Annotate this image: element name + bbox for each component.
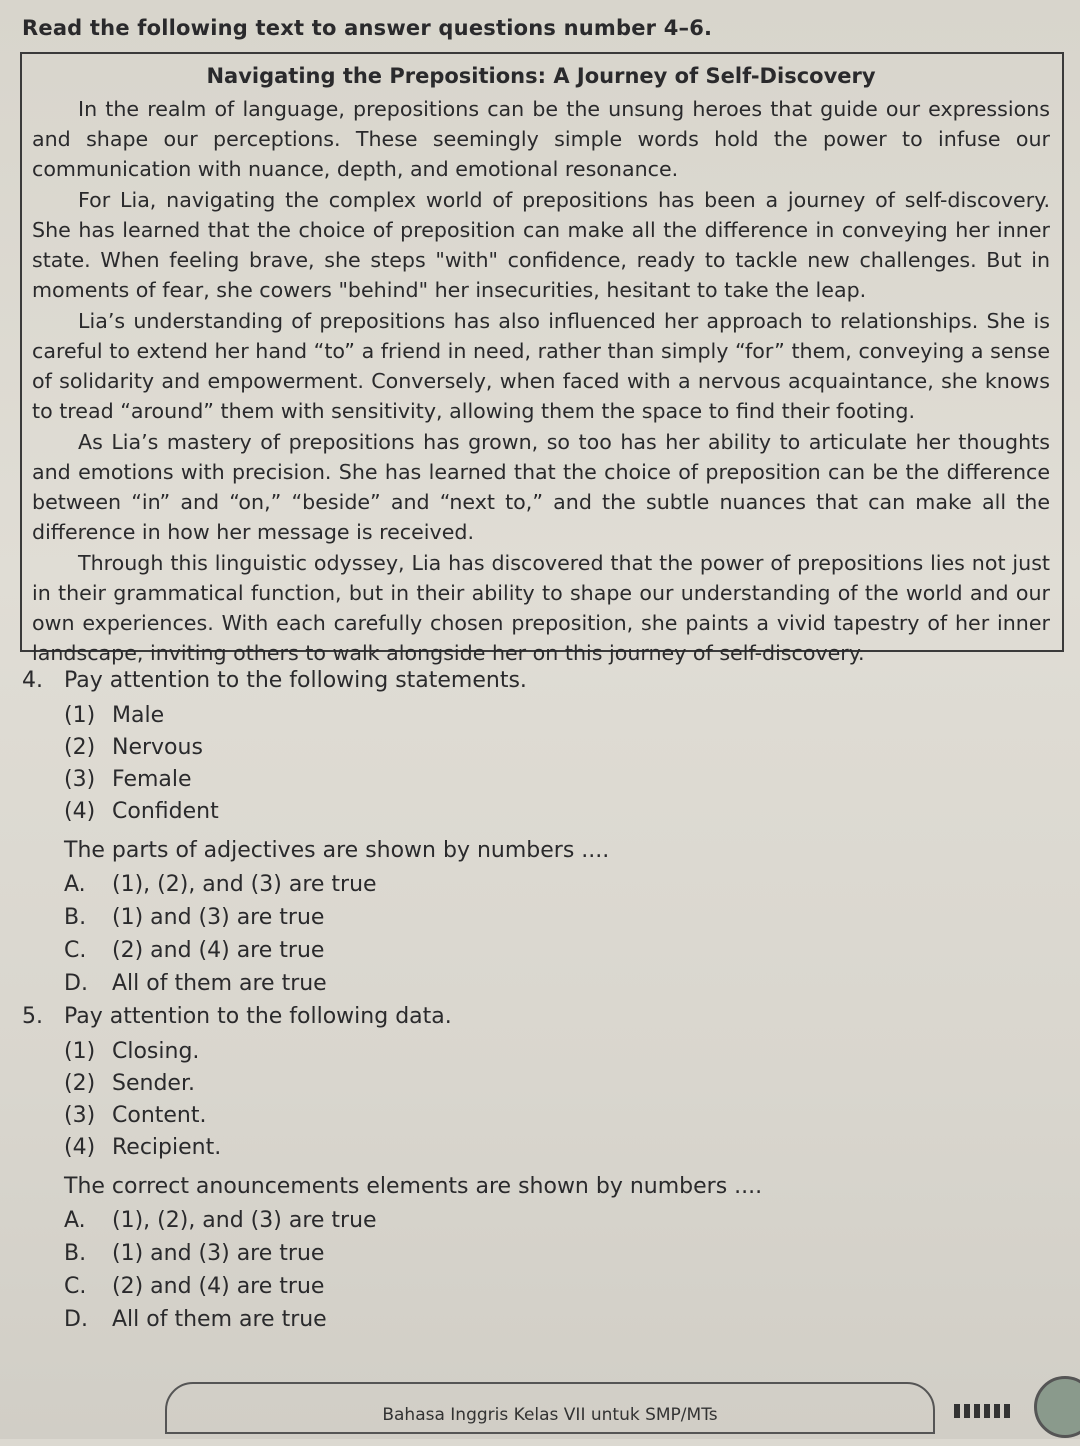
statement-item: (2) Nervous	[64, 735, 203, 760]
option-c[interactable]: C. (2) and (4) are true	[64, 1274, 325, 1299]
statement-item: (3) Female	[64, 767, 192, 792]
page-badge-circle	[1034, 1376, 1080, 1438]
option-c[interactable]: C. (2) and (4) are true	[64, 938, 325, 963]
reading-passage-box	[20, 52, 1064, 665]
data-list	[64, 1036, 762, 1164]
passage-paragraph: As Lia’s mastery of prepositions has grown, so too has her ability to articulate her thoughts and emotions with precision. She has learned that the choice of preposition can be the difference between “in” and “on,” “beside” and “next to,” and the subtle nuances that can make all the difference in how her message is received.	[32, 430, 1050, 544]
question-number: 5.	[22, 1004, 43, 1029]
question-stem: Pay attention to the following data.	[64, 1004, 452, 1029]
option-b[interactable]: B. (1) and (3) are true	[64, 1241, 325, 1266]
statement-item: (4) Confident	[64, 799, 219, 824]
question-4	[22, 668, 609, 1000]
book-footer: Bahasa Inggris Kelas VII untuk SMP/MTs	[165, 1382, 935, 1434]
data-item: (3) Content.	[64, 1103, 207, 1128]
instruction: Read the following text to answer questions number 4–6.	[22, 16, 713, 40]
data-item: (1) Closing.	[64, 1039, 200, 1064]
option-a[interactable]: A. (1), (2), and (3) are true	[64, 872, 377, 897]
passage-paragraph: Through this linguistic odyssey, Lia has discovered that the power of prepositions lies not just in their grammatical function, but in their ability to shape our understanding of the world and our own experiences. With each carefully chosen preposition, she paints a vivid tapestry of her inner landscape, inviting others to walk alongside her on this journey of self-discovery.	[32, 551, 1050, 665]
question-prompt: The correct anouncements elements are shown by numbers ....	[64, 1174, 763, 1199]
question-5	[22, 1004, 762, 1336]
option-d[interactable]: D. All of them are true	[64, 1307, 327, 1332]
passage-paragraph: Lia’s understanding of prepositions has also influenced her approach to relationships. She is careful to extend her hand “to” a friend in need, rather than simply “for” them, conveying a sense of solidarity and empowerment. Conversely, when faced with a nervous acquaintance, she knows to tread “around” them with sensitivity, allowing them the space to find their footing.	[32, 309, 1050, 423]
answer-options	[64, 1204, 762, 1336]
decorative-dots	[954, 1404, 1014, 1418]
question-stem: Pay attention to the following statements.	[64, 668, 527, 693]
question-prompt: The parts of adjectives are shown by numbers ....	[64, 838, 610, 863]
option-d[interactable]: D. All of them are true	[64, 971, 327, 996]
data-item: (2) Sender.	[64, 1071, 195, 1096]
passage-paragraph: For Lia, navigating the complex world of prepositions has been a journey of self-discovery. She has learned that the choice of preposition can make all the difference in conveying her inner state. When feeling brave, she steps "with" confidence, ready to tackle new challenges. But in moments of fear, she cowers "behind" her insecurities, hesitant to take the leap.	[32, 188, 1050, 302]
option-b[interactable]: B. (1) and (3) are true	[64, 905, 325, 930]
data-item: (4) Recipient.	[64, 1135, 222, 1160]
statement-item: (1) Male	[64, 703, 165, 728]
passage-paragraph: In the realm of language, prepositions can be the unsung heroes that guide our expressions and shape our perceptions. These seemingly simple words hold the power to infuse our communication with nuance, depth, and emotional resonance.	[32, 97, 1050, 181]
answer-options	[64, 868, 609, 1000]
question-number: 4.	[22, 668, 43, 693]
option-a[interactable]: A. (1), (2), and (3) are true	[64, 1208, 377, 1233]
statement-list	[64, 700, 609, 828]
passage-title: Navigating the Prepositions: A Journey of Self-Discovery	[206, 64, 876, 88]
